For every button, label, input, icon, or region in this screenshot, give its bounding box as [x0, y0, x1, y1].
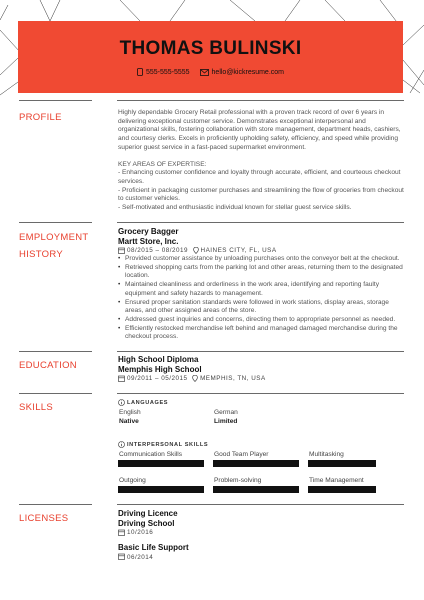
- section-divider: [117, 504, 404, 505]
- phone-icon: [137, 68, 143, 76]
- languages-subheading: [118, 399, 404, 408]
- calendar-icon: [118, 553, 125, 560]
- list-item: • Addressed guest inquiries and concerns, directing them to appropriate personnel as needed.: [118, 316, 404, 325]
- section-divider: [117, 100, 404, 101]
- license-issuer: Driving School: [118, 518, 175, 528]
- degree-name: High School Diploma: [118, 355, 199, 364]
- language-level: Limited: [214, 418, 238, 425]
- skill-label: Multitasking: [309, 451, 344, 458]
- section-divider: [19, 393, 92, 394]
- language-level: Native: [119, 418, 139, 425]
- skill-label: Problem-solving: [214, 477, 262, 484]
- skill-label: Time Management: [309, 477, 364, 484]
- job-location: HAINES CITY, FL, USA: [200, 247, 277, 254]
- list-item: • Efficiently restocked merchandise left behind and managed damaged merchandise during the checkout process.: [118, 325, 404, 342]
- skill-bar: [118, 486, 204, 493]
- education-dates: 09/2011 – 05/2015: [127, 375, 188, 382]
- languages-label: LANGUAGES: [127, 400, 169, 406]
- skill-label: Good Team Player: [214, 451, 269, 458]
- section-divider: [117, 351, 404, 352]
- skill-bar: [213, 486, 299, 493]
- language-name: German: [214, 409, 238, 416]
- info-circle-icon: [118, 399, 125, 406]
- job-dates: 08/2015 – 08/2019: [127, 247, 189, 254]
- education-location: MEMPHIS, TN, USA: [200, 375, 266, 382]
- section-divider: [117, 222, 404, 223]
- expertise-heading: KEY AREAS OF EXPERTISE:: [118, 160, 207, 168]
- interpersonal-label: INTERPERSONAL SKILLS: [127, 442, 209, 448]
- employment-heading-line1: EMPLOYMENT: [19, 232, 89, 243]
- location-pin-icon: [192, 375, 198, 382]
- license-date: 10/2016: [127, 529, 154, 536]
- company-name: Martt Store, Inc.: [118, 236, 179, 246]
- license-name: Basic Life Support: [118, 543, 189, 552]
- calendar-icon: [118, 375, 125, 382]
- phone-text: 555-555-5555: [145, 68, 190, 76]
- employment-content: [118, 227, 404, 342]
- section-divider: [19, 504, 92, 505]
- profile-heading: PROFILE: [19, 112, 62, 123]
- location-pin-icon: [193, 247, 199, 254]
- phone-contact: [137, 69, 192, 76]
- profile-content: [118, 109, 404, 213]
- skill-bar: [308, 486, 376, 493]
- expertise-item: - Self-motivated and enthusiastic individual known for stellar guest service skills.: [118, 204, 352, 212]
- calendar-icon: [118, 529, 125, 536]
- section-divider: [117, 393, 404, 394]
- licenses-heading: LICENSES: [19, 513, 69, 524]
- list-item: • Provided customer assistance by unloading purchases onto the conveyor belt at the checkout.: [118, 255, 404, 264]
- contact-line: [18, 68, 403, 76]
- skill-label: Outgoing: [119, 477, 146, 484]
- profile-summary: Highly dependable Grocery Retail professional with a proven track record of over 6 years in delivering exceptional customer service. Demonstrates exceptional interpersonal and organizational skills, fostering collaboration with store management, department heads, cashiers, and courtesy clerks. Excels in proficiently upholding safety, efficiency, and speed while providing superior guest service in a fast-paced supermarket environment.: [118, 109, 401, 151]
- license-meta: [118, 553, 404, 562]
- section-divider: [19, 222, 92, 223]
- skill-bar: [213, 460, 299, 467]
- list-item: • Ensured proper sanitation standards were followed in work stations, display areas, storage areas, and other assigned areas of the store.: [118, 299, 404, 316]
- language-english: [119, 408, 141, 426]
- language-german: [214, 408, 238, 426]
- interpersonal-subheading: [118, 441, 404, 450]
- job-title: Grocery Bagger: [118, 227, 179, 236]
- education-heading: EDUCATION: [19, 360, 77, 371]
- skill-label: Communication Skills: [119, 451, 183, 458]
- info-circle-icon: [118, 441, 125, 448]
- section-divider: [19, 100, 92, 101]
- school-name: Memphis High School: [118, 364, 202, 374]
- employment-heading-line2: HISTORY: [19, 249, 63, 260]
- email-text[interactable]: hello@kickresume.com: [211, 68, 284, 76]
- license-name: Driving Licence: [118, 509, 178, 518]
- licenses-content: [118, 509, 404, 562]
- list-item: • Maintained cleanliness and orderliness in the work area, identifying and reporting faulty equipment and safety hazards to management.: [118, 281, 404, 298]
- skill-bar: [118, 460, 204, 467]
- email-contact[interactable]: [200, 69, 284, 76]
- job-bullets: [118, 255, 404, 342]
- job-meta: [118, 246, 404, 255]
- expertise-item: - Proficient in packaging customer purchases and streamlining the flow of groceries from checkout to customer vehicles.: [118, 186, 404, 203]
- skills-heading: SKILLS: [19, 402, 54, 413]
- license-date: 06/2014: [127, 553, 154, 561]
- skill-bar: [308, 460, 376, 467]
- envelope-icon: [200, 69, 209, 76]
- candidate-name: THOMAS BULINSKI: [119, 38, 302, 59]
- education-content: [118, 355, 404, 383]
- education-meta: [118, 374, 404, 383]
- calendar-icon: [118, 247, 125, 254]
- section-divider: [19, 351, 92, 352]
- list-item: • Retrieved shopping carts from the parking lot and other areas, returning them to the designated location.: [118, 264, 404, 281]
- license-meta: [118, 528, 404, 537]
- expertise-item: - Enhancing customer confidence and loyalty through accurate, efficient, and courteous checkout services.: [118, 169, 401, 185]
- language-name: English: [119, 409, 141, 416]
- header-banner: [18, 21, 403, 93]
